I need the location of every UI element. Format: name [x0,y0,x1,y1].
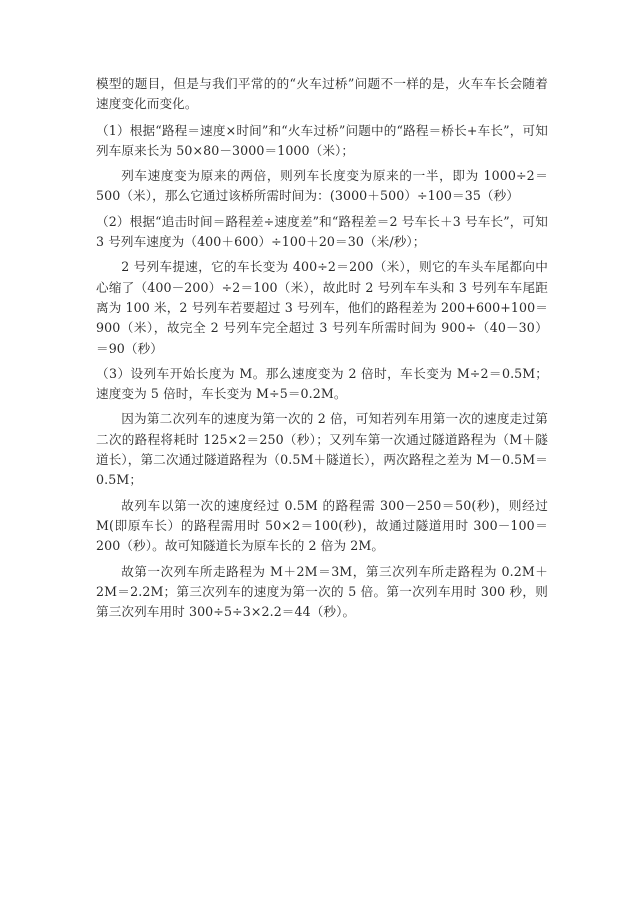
paragraph-part-1-detail: 列车速度变为原来的两倍，则列车长度变为原来的一半，即为 1000÷2＝500（米），那么它通过该桥所需时间为：(3000＋500）÷100＝35（秒） [96,168,548,204]
paragraph-part-3: （3）设列车开始长度为 M。那么速度变为 2 倍时，车长变为 M÷2＝0.5M；速度变为 5 倍时，车长变为 M÷5＝0.2M。 [96,365,548,402]
paragraph-part-2: （2）根据“追击时间＝路程差÷速度差”和“路程差＝2 号车长＋3 号车长”，可知 3 号列车速度为（400＋600）÷100＋20＝30（米/秒）； [96,213,548,250]
paragraph-part-1: （1）根据“路程＝速度×时间”和“火车过桥”问题中的“路程＝桥长+车长”，可知列车原来长为 50×80－3000＝1000（米）； [96,122,548,158]
paragraph-part-3-answer: 故第一次列车所走路程为 M＋2M＝3M，第三次列车所走路程为 0.2M＋2M＝2.2M；第三次列车的速度为第一次的 5 倍。第一次列车用时 300 秒，则第三次列车用时 300÷5÷3×2.2＝44（秒）。 [96,563,548,620]
paragraph-part-3-tunnel: 故列车以第一次的速度经过 0.5M 的路程需 300－250＝50(秒)，则经过 M(即原车长）的路程需用时 50×2＝100(秒)，故通过隧道用时 300－100＝200（秒）。故可知隧道长为原车长的 2 倍为 2M。 [96,497,548,554]
paragraph-part-2-detail: 2 号列车提速，它的车长变为 400÷2＝200（米），则它的车头车尾都向中心缩了（400－200）÷2＝100（米），故此时 2 号列车车头和 3 号列车车尾距离为 100 米，2 号列车若要超过 3 号列车，他们的路程差为 200+600+100＝900（米），故完全 2 号列车完全超过 3 号列车所需时间为 900÷（40－30）＝90（秒） [96,259,548,356]
paragraph-part-3-speed: 因为第二次列车的速度为第一次的 2 倍，可知若列车用第一次的速度走过第二次的路程将耗时 125×2＝250（秒）；又列车第一次通过隧道路程为（M＋隧道长），第二次通过隧道路程为（0.5M＋隧道长），两次路程之差为 M－0.5M＝0.5M； [96,411,548,488]
document-body [96,74,548,627]
paragraph-intro: 模型的题目，但是与我们平常的的“火车过桥”问题不一样的是，火车车长会随着速度变化而变化。 [96,76,548,112]
